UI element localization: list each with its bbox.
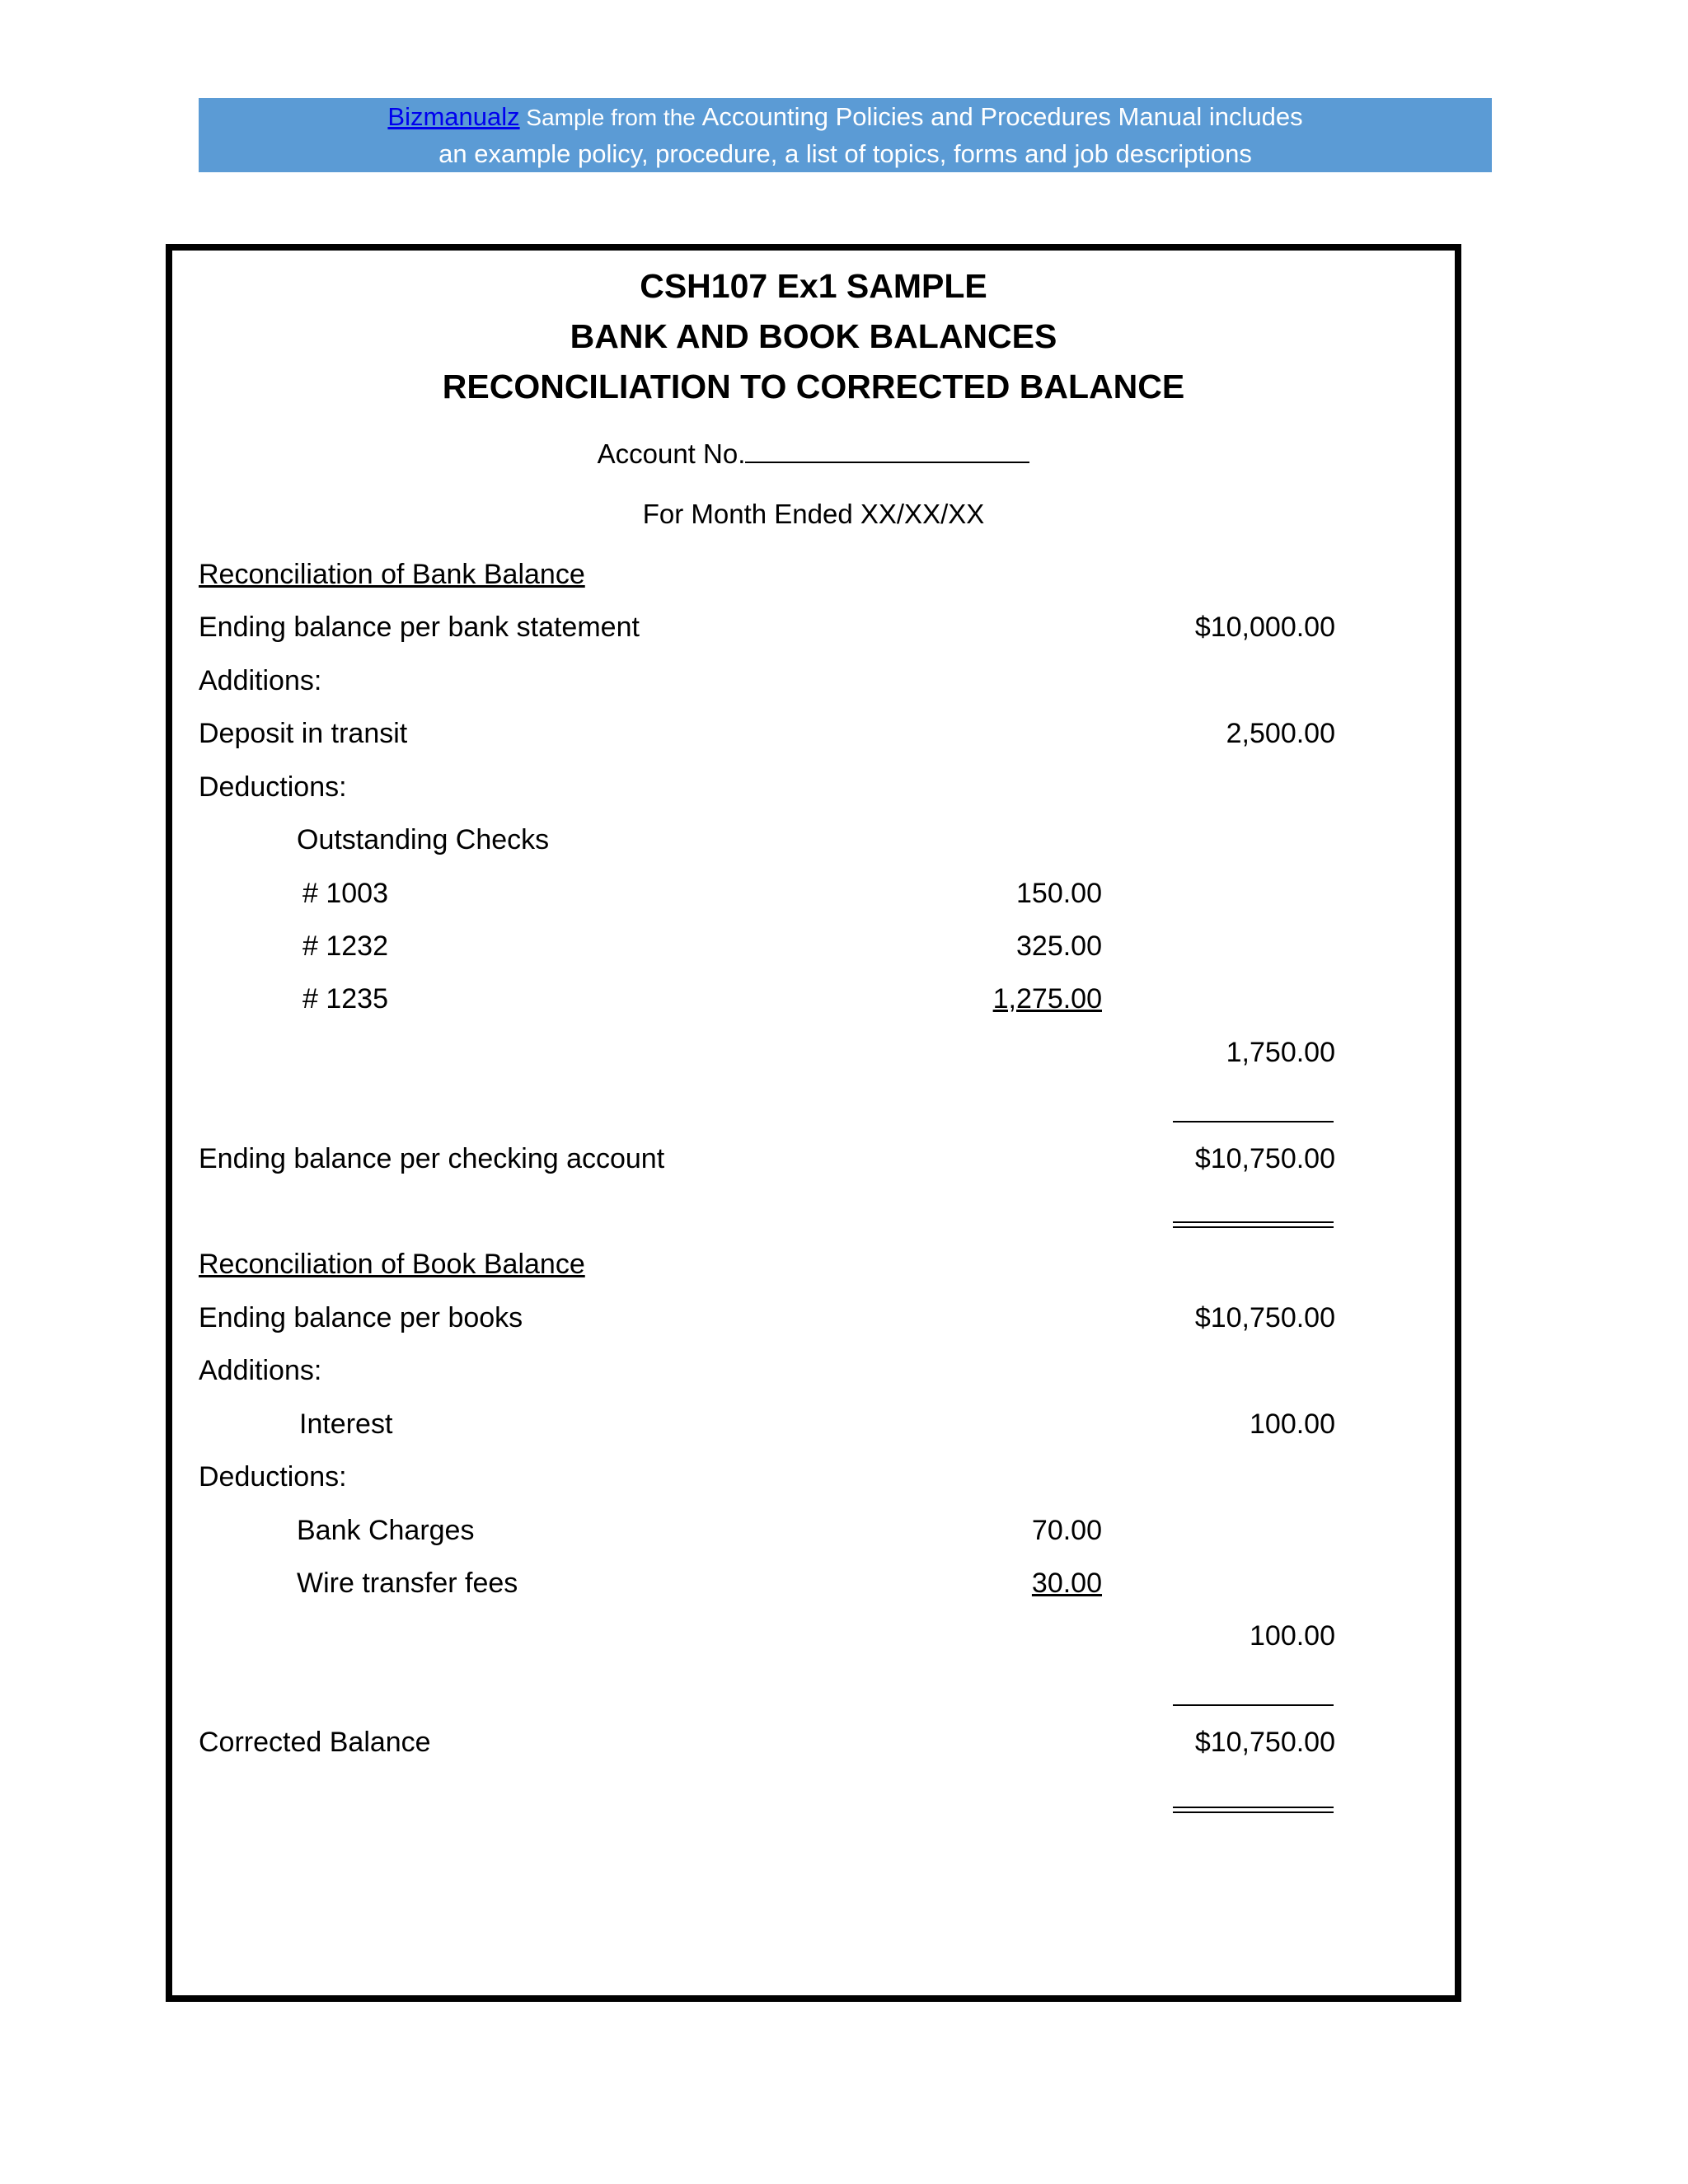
account-number-blank	[745, 437, 1029, 463]
interest-value: 100.00	[1250, 1408, 1335, 1440]
bank-ending-value: $10,000.00	[1194, 612, 1335, 643]
bank-charges-label: Bank Charges	[297, 1515, 475, 1546]
book-ending-label: Ending balance per books	[199, 1302, 523, 1333]
doc-title-sub: RECONCILIATION TO CORRECTED BALANCE	[442, 368, 1185, 405]
bank-deductions-label: Deductions:	[199, 771, 347, 803]
doc-title-main: BANK AND BOOK BALANCES	[570, 317, 1057, 355]
checking-balance-label: Ending balance per checking account	[199, 1143, 665, 1174]
subtotal-rule	[1173, 1121, 1334, 1122]
book-section-heading: Reconciliation of Book Balance	[199, 1249, 585, 1280]
bank-section-heading: Reconciliation of Bank Balance	[199, 559, 585, 590]
total-double-rule	[1173, 1221, 1334, 1228]
check-label: # 1003	[302, 878, 388, 909]
bank-ending-label: Ending balance per bank statement	[199, 612, 640, 643]
reconciliation-form	[166, 244, 1461, 2002]
check-value: 1,275.00	[992, 983, 1102, 1015]
deposit-in-transit-label: Deposit in transit	[199, 718, 408, 749]
banner-line-2: an example policy, procedure, a list of topics, forms and job descriptions	[438, 139, 1252, 168]
corrected-balance-label: Corrected Balance	[199, 1727, 431, 1758]
check-value: 150.00	[1016, 878, 1102, 909]
account-number-label: Account No.	[597, 438, 746, 469]
check-label: # 1235	[302, 983, 388, 1015]
total-double-rule	[1173, 1807, 1334, 1813]
corrected-balance-value: $10,750.00	[1194, 1727, 1335, 1758]
banner-line-1	[199, 99, 1492, 136]
doc-title-code: CSH107 Ex1 SAMPLE	[640, 267, 987, 305]
checks-total-value: 1,750.00	[1226, 1037, 1335, 1068]
period-label: For Month Ended XX/XX/XX	[642, 499, 985, 529]
wire-fees-value: 30.00	[1031, 1568, 1102, 1599]
outstanding-checks-label: Outstanding Checks	[297, 824, 550, 855]
check-value: 325.00	[1016, 930, 1102, 962]
bizmanualz-link[interactable]: Bizmanualz	[387, 102, 520, 131]
account-number-field	[172, 437, 1455, 471]
interest-label: Interest	[299, 1408, 393, 1440]
banner-text-1: Accounting Policies and Procedures Manual includes	[701, 102, 1303, 131]
bank-charges-value: 70.00	[1031, 1515, 1102, 1546]
check-label: # 1232	[302, 930, 388, 962]
checking-balance-value: $10,750.00	[1194, 1143, 1335, 1174]
book-ending-value: $10,750.00	[1194, 1302, 1335, 1333]
deposit-in-transit-value: 2,500.00	[1226, 718, 1335, 749]
wire-fees-label: Wire transfer fees	[297, 1568, 518, 1599]
book-additions-label: Additions:	[199, 1355, 322, 1386]
subtotal-rule	[1173, 1704, 1334, 1706]
bank-additions-label: Additions:	[199, 665, 322, 696]
promo-banner	[199, 98, 1492, 172]
book-deductions-total: 100.00	[1250, 1620, 1335, 1652]
banner-text-small: Sample from the	[519, 105, 702, 130]
book-deductions-label: Deductions:	[199, 1461, 347, 1493]
